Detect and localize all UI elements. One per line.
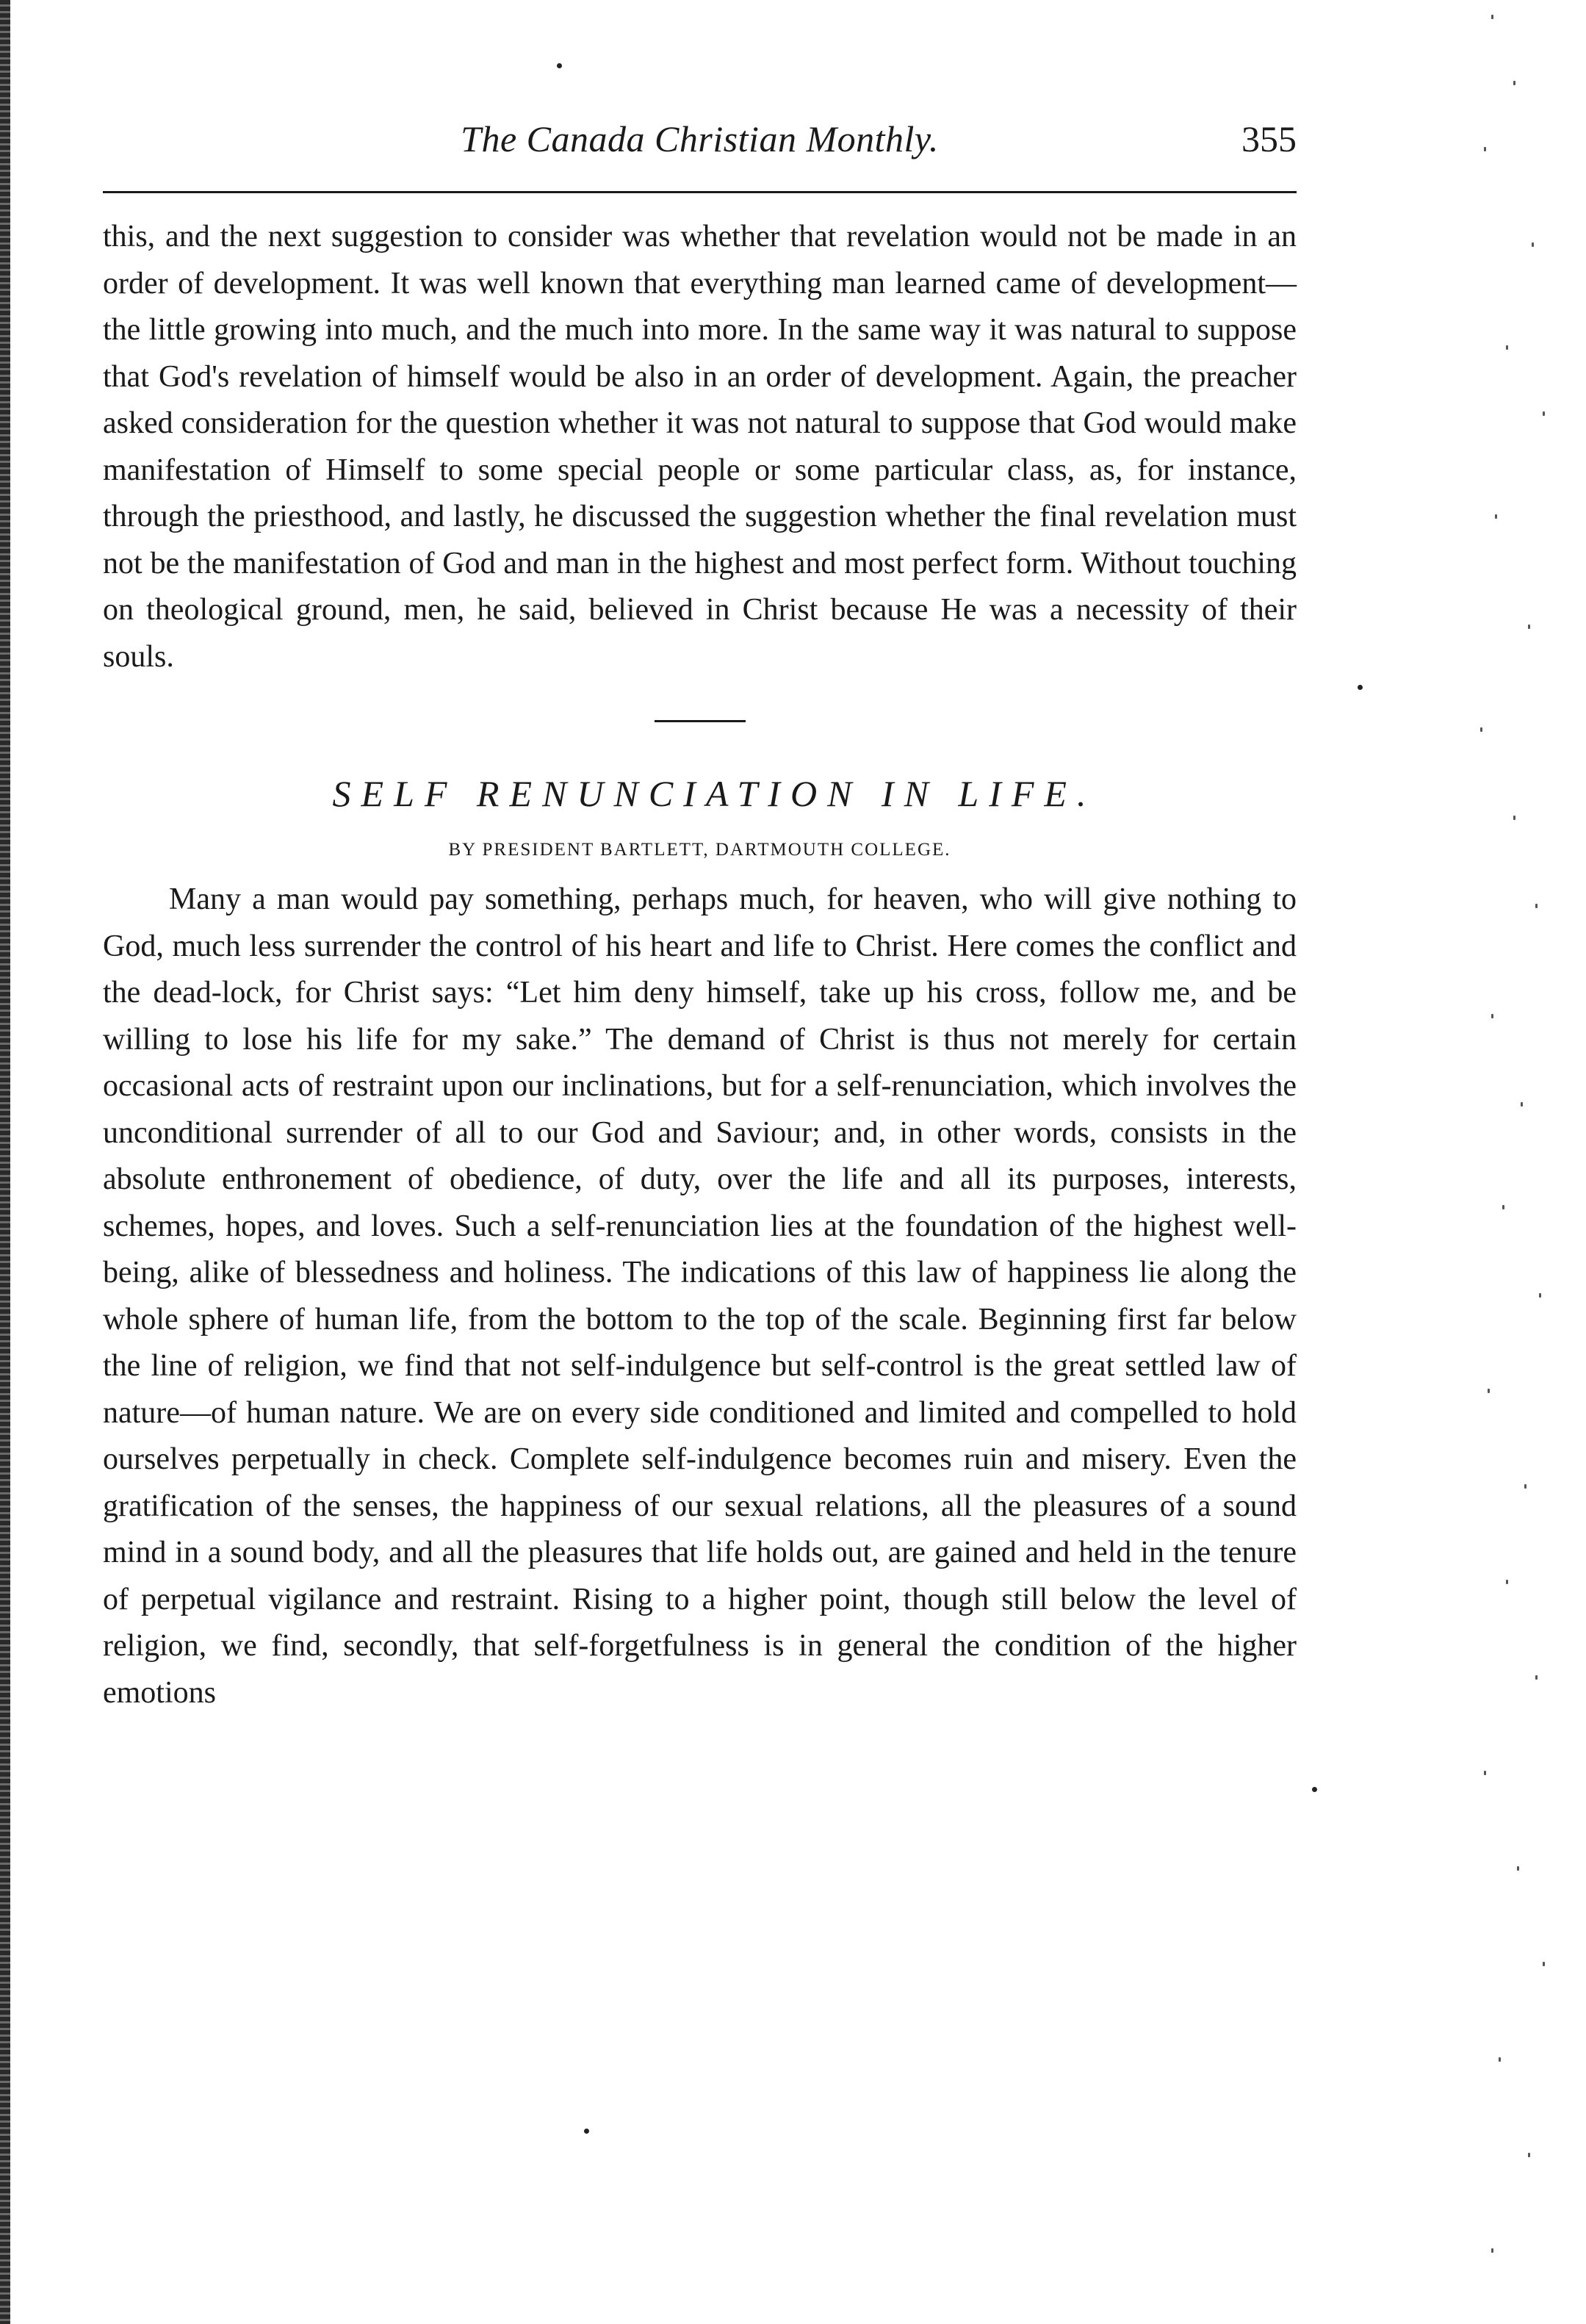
continuation-paragraph: this, and the next suggestion to consider was whether that revelation would not be made in an order of development. It was well known that everything man learned came of development—the little growing into much, and the much into more. In the same way it was natural to suppose that God's revelation of himself would be also in an order of development. Again, the preacher asked consideration for the question whether it was not natural to suppose that God would make manifestation of Himself to some special people or some particular class, as, for instance, through the priesthood, and lastly, he discussed the suggestion whether the final revelation must not be the manifestation of God and man in the highest and most perfect form. Without touching on theological ground, men, he said, believed in Christ because He was a necessity of their souls. <box>103 220 1297 674</box>
margin-specks <box>1462 0 1586 2324</box>
document-page <box>103 110 1297 1716</box>
header-rule <box>103 191 1297 193</box>
ink-speck <box>1312 1787 1317 1792</box>
ink-speck <box>584 2129 589 2134</box>
journal-title: The Canada Christian Monthly. <box>461 118 939 159</box>
article-body: Many a man would pay something, perhaps much, for heaven, who will give nothing to God, much less surrender the control of his heart and life to Christ. Here comes the conflict and the dead-lock, for Christ says: “Let him deny himself, take up his cross, follow me, and be willing to lose his life for my sake.” The demand of Christ is thus not merely for certain occasional acts of restraint upon our inclinations, but for a self-renunciation, which involves the unconditional surrender of all to our God and Saviour; and, in other words, consists in the absolute enthronement of obedience, of duty, over the life and all its purposes, interests, schemes, hopes, and loves. Such a self-renunciation lies at the foundation of the highest well-being, alike of blessedness and holiness. The indications of this law of happiness lie along the whole sphere of human life, from the bottom to the top of the scale. Beginning first far below the line of religion, we find that not self-indulgence but self-control is the great settled law of nature—of human nature. We are on every side conditioned and limited and compelled to hold ourselves perpetually in check. Complete self-indulgence becomes ruin and misery. Even the gratification of the senses, the happiness of our sexual relations, all the pleasures of a sound mind in a sound body, and all the pleasures that life holds out, are gained and held in the tenure of perpetual vigilance and restraint. Rising to a higher point, though still below the level of religion, we find, secondly, that self-forgetfulness is in general the condition of the higher emotions <box>103 882 1297 1710</box>
section-divider <box>655 720 746 722</box>
ink-speck <box>1358 685 1363 690</box>
running-head <box>103 110 1297 191</box>
binding-edge <box>0 0 10 2324</box>
page-number: 355 <box>1241 118 1297 159</box>
ink-speck <box>557 63 562 68</box>
article-title: SELF RENUNCIATION IN LIFE. <box>332 773 1097 814</box>
article-byline: BY PRESIDENT BARTLETT, DARTMOUTH COLLEGE. <box>448 840 951 860</box>
